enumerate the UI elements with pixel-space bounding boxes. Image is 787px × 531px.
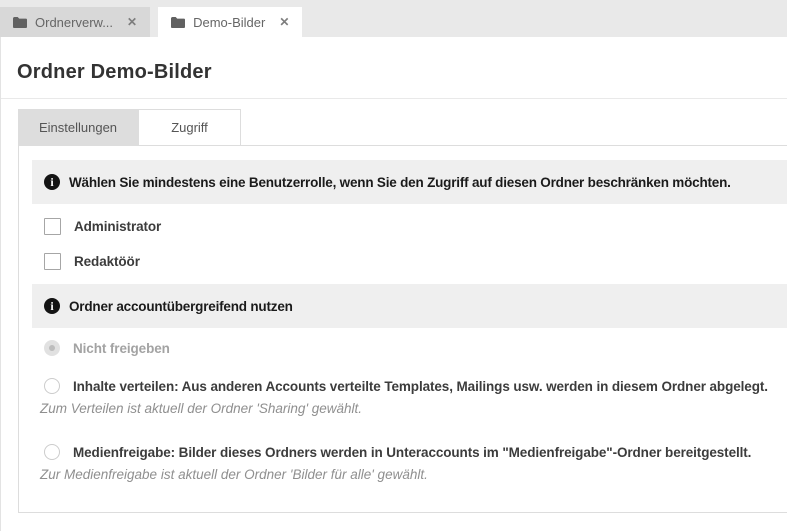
checkbox-label: Administrator bbox=[74, 219, 162, 234]
tab-label: Einstellungen bbox=[38, 119, 118, 135]
close-icon[interactable]: ✕ bbox=[127, 15, 138, 29]
checkbox-label: Redaktöör bbox=[74, 254, 140, 269]
role-info-bar bbox=[32, 160, 787, 204]
folder-settings-tabs bbox=[18, 109, 787, 145]
page-title: Ordner Demo-Bilder bbox=[17, 61, 212, 83]
share-option-nicht-freigeben bbox=[44, 340, 787, 356]
window-tab-demo-bilder[interactable] bbox=[158, 7, 302, 37]
page-container bbox=[0, 37, 787, 531]
administrator-checkbox[interactable] bbox=[44, 218, 61, 235]
inhalte-verteilen-hint: Zum Verteilen ist aktuell der Ordner 'Sharing' gewählt. bbox=[40, 401, 363, 416]
share-info-bar bbox=[32, 284, 787, 328]
share-option-medienfreigabe bbox=[44, 444, 787, 460]
radio-label: Medienfreigabe: Bilder dieses Ordners werden in Unteraccounts im "Medienfreigabe"-Ordner bereitgestellt. bbox=[73, 444, 752, 460]
radio-label: Nicht freigeben bbox=[73, 340, 170, 356]
window-tab-ordnerverwaltung[interactable] bbox=[0, 7, 150, 37]
close-icon[interactable]: ✕ bbox=[279, 15, 290, 29]
medienfreigabe-radio[interactable] bbox=[44, 444, 60, 460]
folder-icon bbox=[171, 17, 185, 28]
tab-einstellungen[interactable] bbox=[18, 109, 138, 145]
nicht-freigeben-radio bbox=[44, 340, 60, 356]
redaktoeoer-checkbox[interactable] bbox=[44, 253, 61, 270]
window-tab-label: Ordnerverw... bbox=[35, 14, 114, 30]
role-info-text: Wählen Sie mindestens eine Benutzerrolle, wenn Sie den Zugriff auf diesen Ordner beschränken möchten. bbox=[69, 174, 731, 190]
info-icon: i bbox=[44, 174, 60, 190]
window-tab-label: Demo-Bilder bbox=[193, 14, 266, 30]
tab-label: Zugriff bbox=[171, 120, 208, 135]
info-icon: i bbox=[44, 298, 60, 314]
page-header bbox=[1, 37, 787, 99]
window-tab-bar bbox=[0, 0, 787, 37]
tab-zugriff[interactable] bbox=[138, 109, 241, 145]
folder-icon bbox=[13, 17, 27, 28]
share-option-inhalte-verteilen bbox=[44, 378, 787, 394]
medienfreigabe-hint: Zur Medienfreigabe ist aktuell der Ordner 'Bilder für alle' gewählt. bbox=[40, 467, 428, 482]
inhalte-verteilen-radio[interactable] bbox=[44, 378, 60, 394]
access-tab-panel bbox=[18, 145, 787, 513]
role-option-administrator bbox=[44, 218, 787, 235]
share-info-text: Ordner accountübergreifend nutzen bbox=[69, 298, 293, 314]
role-option-redaktoeoer bbox=[44, 253, 787, 270]
radio-label: Inhalte verteilen: Aus anderen Accounts verteilte Templates, Mailings usw. werden in diesem Ordner abgelegt. bbox=[73, 378, 768, 394]
